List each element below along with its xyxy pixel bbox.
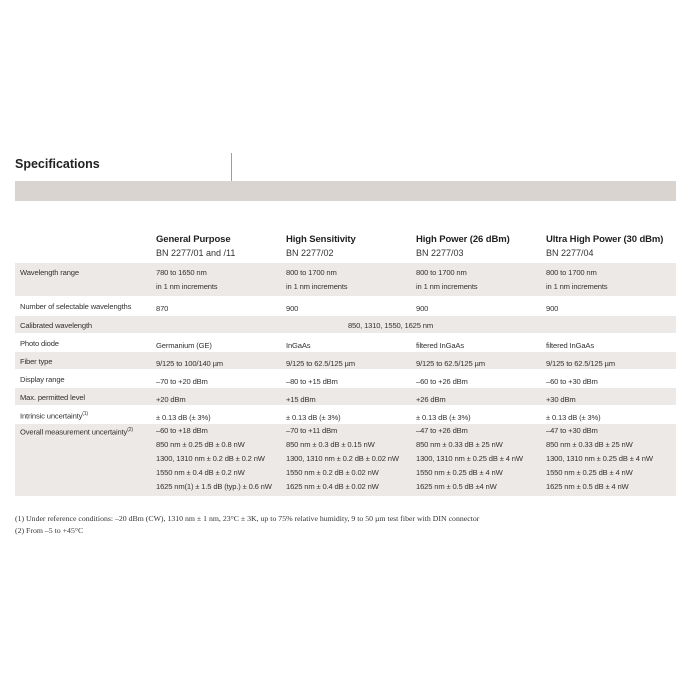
row-calibrated-wavelength [15, 316, 676, 333]
cell: –70 to +20 dBm [156, 377, 208, 386]
cell-spanning: 850, 1310, 1550, 1625 nm [347, 321, 434, 330]
cell-line: –47 to +26 dBm [416, 426, 468, 435]
cell-line: 1625 nm ± 0.5 dB ±4 nW [416, 482, 497, 491]
cell [416, 424, 523, 494]
cell: 900 [286, 304, 299, 313]
row-label: Number of selectable wavelengths [20, 302, 132, 311]
row-photo-diode [15, 334, 676, 351]
cell-line: in 1 nm increments [416, 282, 478, 291]
cell-line: 1300, 1310 nm ± 0.25 dB ± 4 nW [546, 454, 653, 463]
cell-line: –47 to +30 dBm [546, 426, 598, 435]
cell [156, 424, 272, 494]
cell: ± 0.13 dB (± 3%) [416, 413, 471, 422]
cell [286, 266, 347, 294]
cell: 9/125 to 100/140 µm [156, 359, 223, 368]
cell: +30 dBm [546, 395, 576, 404]
footnote-marker: (2) [127, 427, 133, 433]
row-label: Fiber type [20, 357, 53, 366]
cell-line: 780 to 1650 nm [156, 268, 207, 277]
cell-line: 1300, 1310 nm ± 0.25 dB ± 4 nW [416, 454, 523, 463]
row-display-range [15, 370, 676, 387]
cell [546, 424, 653, 494]
cell: –60 to +30 dBm [546, 377, 598, 386]
row-label: Max. permitted level [20, 393, 85, 402]
cell: filtered InGaAs [416, 341, 464, 350]
cell-line: 1550 nm ± 0.25 dB ± 4 nW [416, 468, 503, 477]
row-overall-uncertainty [15, 424, 676, 496]
column-model: BN 2277/03 [416, 248, 464, 258]
column-header-general-purpose [156, 234, 286, 258]
row-label: Calibrated wavelength [20, 321, 92, 330]
cell [156, 266, 217, 294]
column-model: BN 2277/01 and /11 [156, 248, 236, 258]
cell: 870 [156, 304, 169, 313]
cell: InGaAs [286, 341, 311, 350]
cell: 900 [546, 304, 559, 313]
row-label [20, 427, 133, 437]
cell-line: 850 nm ± 0.33 dB ± 25 nW [546, 440, 633, 449]
row-intrinsic-uncertainty [15, 406, 676, 423]
row-fiber-type [15, 352, 676, 369]
row-max-permitted-level [15, 388, 676, 405]
cell [416, 266, 477, 294]
column-model: BN 2277/04 [546, 248, 594, 258]
cell: –60 to +26 dBm [416, 377, 468, 386]
cell: 900 [416, 304, 429, 313]
column-header-ultra-high-power [546, 234, 676, 258]
page-title: Specifications [15, 157, 100, 171]
cell-line: 1300, 1310 nm ± 0.2 dB ± 0.02 nW [286, 454, 399, 463]
cell-line: 850 nm ± 0.3 dB ± 0.15 nW [286, 440, 375, 449]
cell-line: –70 to +11 dBm [286, 426, 338, 435]
cell: ± 0.13 dB (± 3%) [286, 413, 341, 422]
cell-line: 800 to 1700 nm [286, 268, 337, 277]
column-header-high-power [416, 234, 546, 258]
cell-line: –60 to +18 dBm [156, 426, 208, 435]
cell-line: 1550 nm ± 0.25 dB ± 4 nW [546, 468, 633, 477]
row-label-text: Intrinsic uncertainty [20, 411, 83, 421]
cell: Germanium (GE) [156, 341, 212, 350]
cell: +15 dBm [286, 395, 316, 404]
footnote-1: (1) Under reference conditions: –20 dBm (CW), 1310 nm ± 1 nm, 23°C ± 3K, up to 75% relative humidity, 9 to 50 µm test fiber with DIN connector [15, 514, 480, 523]
column-header-high-sensitivity [286, 234, 416, 258]
column-name: High Sensitivity [286, 234, 356, 245]
cell: –80 to +15 dBm [286, 377, 338, 386]
cell-line: 1625 nm ± 0.4 dB ± 0.02 nW [286, 482, 379, 491]
cell-line: 1300, 1310 nm ± 0.2 dB ± 0.2 nW [156, 454, 265, 463]
cell-line: 1550 nm ± 0.4 dB ± 0.2 nW [156, 468, 245, 477]
row-label [20, 411, 88, 421]
cell: 9/125 to 62.5/125 µm [416, 359, 485, 368]
column-name: High Power (26 dBm) [416, 234, 510, 245]
cell-line: 850 nm ± 0.33 dB ± 25 nW [416, 440, 503, 449]
cell-line: in 1 nm increments [286, 282, 348, 291]
cell-line: 800 to 1700 nm [416, 268, 467, 277]
cell-line: 1625 nm ± 0.5 dB ± 4 nW [546, 482, 629, 491]
cell: +26 dBm [416, 395, 446, 404]
cell [546, 266, 607, 294]
cell-line: 1550 nm ± 0.2 dB ± 0.02 nW [286, 468, 379, 477]
header-band [15, 181, 676, 201]
row-label: Display range [20, 375, 65, 384]
cell-line: 850 nm ± 0.25 dB ± 0.8 nW [156, 440, 245, 449]
row-label: Wavelength range [20, 268, 79, 277]
cell [286, 424, 399, 494]
cell: ± 0.13 dB (± 3%) [156, 413, 211, 422]
column-name: Ultra High Power (30 dBm) [546, 234, 664, 245]
cell-line: in 1 nm increments [156, 282, 218, 291]
cell: +20 dBm [156, 395, 186, 404]
cell-line: 800 to 1700 nm [546, 268, 597, 277]
row-label-text: Overall measurement uncertainty [20, 427, 128, 437]
column-model: BN 2277/02 [286, 248, 334, 258]
row-wavelength-range [15, 263, 676, 296]
footnote-2: (2) From –5 to +45°C [15, 526, 84, 535]
cell: 9/125 to 62.5/125 µm [286, 359, 355, 368]
cell-line: in 1 nm increments [546, 282, 608, 291]
cell-line: 1625 nm(1) ± 1.5 dB (typ.) ± 0.6 nW [156, 482, 272, 491]
column-name: General Purpose [156, 234, 231, 245]
cell: ± 0.13 dB (± 3%) [546, 413, 601, 422]
cell: filtered InGaAs [546, 341, 594, 350]
row-label: Photo diode [20, 339, 59, 348]
cell: 9/125 to 62.5/125 µm [546, 359, 615, 368]
footnote-marker: (1) [82, 411, 88, 417]
row-selectable-wavelengths [15, 297, 676, 315]
